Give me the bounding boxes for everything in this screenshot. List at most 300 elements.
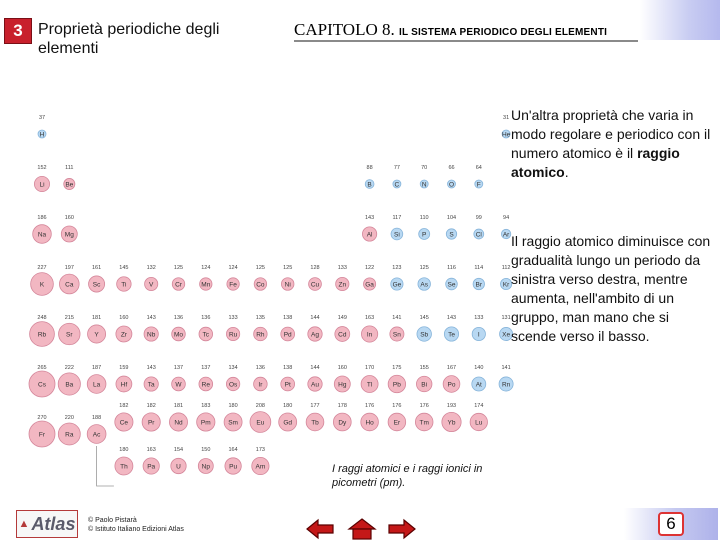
element-symbol: Gd: [283, 419, 293, 427]
element-ce: [115, 403, 133, 431]
element-symbol: Se: [447, 281, 456, 289]
element-symbol: Cr: [175, 281, 182, 289]
element-c: [393, 165, 401, 189]
element-symbol: Ar: [502, 231, 510, 239]
radius-value: 143: [146, 315, 156, 321]
radius-value: 31: [503, 115, 510, 121]
element-v: [145, 265, 158, 291]
element-symbol: Hf: [120, 381, 128, 389]
radius-value: 159: [119, 365, 129, 371]
element-symbol: Co: [256, 281, 265, 289]
credit-author: © Paolo Pistarà: [88, 517, 137, 524]
radius-value: 227: [37, 265, 47, 271]
element-cd: [335, 315, 350, 341]
radius-value: 187: [92, 365, 102, 371]
radius-value: 144: [310, 365, 320, 371]
element-tm: [415, 403, 433, 431]
element-symbol: Sn: [392, 331, 401, 339]
element-sc: [89, 265, 105, 292]
element-symbol: Ba: [65, 381, 74, 389]
element-symbol: U: [176, 463, 181, 471]
element-symbol: Lu: [475, 419, 483, 427]
element-al: [362, 215, 376, 241]
element-symbol: Kr: [502, 281, 510, 289]
element-u: [171, 447, 186, 474]
radius-value: 37: [38, 115, 46, 121]
element-symbol: Br: [475, 281, 483, 289]
radius-value: 135: [255, 315, 265, 321]
next-slide-button[interactable]: [388, 518, 416, 540]
radius-value: 125: [255, 265, 265, 271]
element-symbol: Bi: [421, 381, 428, 389]
radius-value: 112: [501, 265, 511, 271]
radius-value: 143: [446, 315, 457, 321]
element-am: [252, 447, 269, 475]
radius-value: 178: [337, 403, 347, 409]
element-zn: [336, 265, 349, 291]
radius-value: 161: [92, 265, 102, 271]
radius-value: 133: [337, 265, 347, 271]
radius-value: 149: [337, 315, 347, 321]
element-symbol: Ra: [65, 431, 74, 439]
element-symbol: C: [394, 181, 400, 189]
radius-value: 197: [64, 265, 74, 271]
paragraph-atomic-radius-intro: [511, 106, 711, 182]
element-li: [34, 165, 49, 192]
element-p: [419, 215, 430, 240]
radius-value: 136: [201, 315, 211, 321]
radius-value: 124: [201, 265, 211, 271]
element-symbol: Rb: [37, 331, 47, 339]
element-symbol: H: [39, 131, 45, 139]
element-ar: [501, 215, 510, 239]
radius-value: 222: [64, 365, 74, 371]
radius-value: 265: [37, 365, 47, 371]
radius-value: 175: [392, 365, 402, 371]
element-symbol: Cl: [475, 231, 482, 239]
chapter-label: CAPITOLO 8.: [294, 20, 395, 39]
element-symbol: I: [477, 331, 480, 339]
radius-value: 125: [419, 265, 429, 271]
radius-value: 116: [447, 265, 456, 271]
element-si: [391, 215, 403, 240]
radius-value: 141: [501, 365, 511, 371]
radius-value: 188: [92, 415, 102, 421]
radius-value: 180: [228, 403, 238, 409]
element-sm: [224, 403, 242, 431]
element-rh: [254, 315, 268, 341]
element-symbol: V: [149, 281, 154, 289]
radius-value: 182: [119, 403, 129, 409]
radius-value: 138: [283, 365, 293, 371]
element-symbol: Dy: [338, 419, 347, 427]
radius-value: 66: [448, 165, 455, 171]
element-symbol: Si: [394, 231, 400, 239]
radius-value: 110: [419, 215, 429, 221]
radius-value: 220: [64, 415, 74, 421]
radius-value: 186: [37, 215, 47, 221]
element-ho: [361, 403, 379, 431]
radius-value: 163: [146, 447, 156, 453]
element-symbol: Rh: [256, 331, 265, 339]
element-symbol: Zr: [120, 331, 127, 339]
element-symbol: Mn: [201, 281, 211, 289]
element-sr: [59, 315, 81, 345]
element-th: [115, 447, 133, 475]
logo-mark-icon: ▲: [18, 518, 30, 530]
element-symbol: Ho: [365, 419, 374, 427]
logo-text: Atlas: [31, 513, 76, 534]
radius-value: 122: [365, 265, 375, 271]
radius-value: 152: [37, 165, 47, 171]
element-symbol: At: [475, 381, 482, 389]
element-symbol: Ag: [311, 331, 319, 339]
element-symbol: Cd: [338, 331, 347, 339]
element-symbol: Cs: [38, 381, 46, 389]
radius-value: 215: [64, 315, 74, 321]
element-s: [446, 215, 456, 239]
element-bi: [416, 365, 432, 392]
element-symbol: Ru: [228, 331, 238, 339]
element-pa: [143, 447, 159, 474]
radius-value: 160: [337, 365, 347, 371]
element-cs: [29, 365, 55, 397]
element-symbol: Sm: [228, 419, 238, 427]
element-tc: [199, 315, 213, 341]
element-pd: [281, 315, 295, 341]
element-ca: [59, 265, 79, 294]
radius-value: 143: [365, 215, 375, 221]
element-lu: [470, 403, 487, 431]
element-symbol: Pa: [147, 463, 156, 471]
element-symbol: P: [422, 231, 427, 239]
element-po: [443, 365, 460, 392]
element-mn: [200, 265, 212, 290]
element-symbol: Re: [201, 381, 210, 389]
title-divider: [294, 40, 638, 42]
element-ru: [226, 315, 239, 341]
element-symbol: Pb: [392, 381, 401, 389]
element-pu: [225, 447, 241, 474]
figure-caption: I raggi atomici e i raggi ionici in picometri (pm).: [332, 463, 483, 489]
radius-value: 182: [146, 403, 156, 409]
radius-value: 181: [173, 403, 184, 409]
home-icon: [348, 518, 376, 540]
element-eu: [250, 403, 271, 432]
radius-value: 177: [310, 403, 320, 409]
radius-value: 160: [119, 315, 129, 321]
radius-value: 176: [419, 403, 429, 409]
element-symbol: Nd: [174, 419, 183, 427]
element-o: [448, 165, 456, 189]
element-ge: [391, 265, 403, 290]
paragraph1-keyword: raggio atomico: [511, 145, 680, 180]
element-rb: [30, 315, 55, 346]
radius-value: 136: [173, 315, 184, 321]
radius-value: 145: [119, 265, 129, 271]
element-symbol: Tl: [366, 381, 373, 389]
element-dy: [333, 403, 351, 431]
element-symbol: He: [501, 131, 511, 139]
element-fr: [29, 415, 55, 447]
element-symbol: Pr: [147, 419, 155, 427]
radius-value: 125: [173, 265, 184, 271]
element-symbol: Ga: [365, 281, 374, 289]
radius-value: 133: [474, 315, 484, 321]
radius-value: 174: [474, 403, 484, 409]
element-symbol: Sb: [420, 331, 429, 339]
radius-value: 140: [474, 365, 484, 371]
element-co: [254, 265, 267, 290]
element-symbol: Li: [39, 181, 45, 189]
element-symbol: Ge: [392, 281, 402, 289]
element-symbol: Am: [255, 463, 266, 471]
element-be: [64, 165, 75, 190]
element-symbol: Mg: [64, 231, 74, 239]
element-ir: [254, 365, 268, 391]
f-block-connector: [97, 446, 114, 486]
element-symbol: Th: [120, 463, 128, 471]
radius-value: 111: [65, 165, 74, 171]
element-symbol: Y: [94, 331, 99, 339]
radius-value: 270: [37, 415, 47, 421]
element-sb: [417, 315, 432, 341]
radius-value: 143: [146, 365, 156, 371]
radius-value: 125: [283, 265, 293, 271]
element-symbol: Tb: [311, 419, 319, 427]
element-mg: [61, 215, 77, 242]
element-in: [361, 315, 377, 342]
element-tb: [306, 403, 324, 431]
radius-value: 94: [503, 215, 510, 221]
element-symbol: Ac: [92, 431, 101, 439]
element-symbol: Xe: [502, 331, 511, 339]
element-np: [198, 447, 213, 474]
periodic-table-radii-figure: [25, 86, 511, 506]
previous-slide-button[interactable]: [306, 518, 334, 540]
radius-value: 132: [146, 265, 156, 271]
element-symbol: Hg: [338, 381, 347, 389]
radius-value: 134: [228, 365, 238, 371]
radius-value: 183: [201, 403, 211, 409]
element-symbol: Au: [311, 381, 319, 389]
radius-value: 248: [37, 315, 47, 321]
element-symbol: N: [421, 181, 427, 189]
radius-value: 145: [419, 315, 429, 321]
element-h: [38, 115, 46, 139]
element-at: [472, 365, 486, 391]
element-symbol: Yb: [447, 419, 456, 427]
element-symbol: Na: [37, 231, 47, 239]
section-title: Proprietà periodiche degli elementi: [38, 21, 220, 57]
element-symbol: Pu: [229, 463, 238, 471]
radius-value: 208: [255, 403, 265, 409]
radius-value: 88: [366, 165, 373, 171]
element-mo: [172, 315, 186, 341]
element-pb: [388, 365, 406, 393]
element-he: [502, 115, 511, 139]
element-se: [446, 265, 458, 290]
element-hg: [334, 365, 350, 392]
radius-value: 150: [201, 447, 211, 453]
element-ti: [117, 265, 131, 291]
element-ra: [58, 415, 80, 445]
element-fe: [227, 265, 239, 290]
chapter-heading: [294, 20, 607, 40]
element-symbol: Np: [201, 463, 210, 471]
element-symbol: Tm: [419, 419, 429, 427]
page-number-box: [624, 508, 718, 540]
element-ac: [87, 415, 106, 443]
element-ta: [144, 365, 158, 391]
element-au: [308, 365, 322, 391]
publisher-logo: [16, 510, 78, 538]
element-symbol: Ta: [147, 381, 155, 389]
element-symbol: Ca: [65, 281, 74, 289]
element-symbol: O: [448, 181, 455, 189]
chapter-subtitle: IL SISTEMA PERIODICO DEGLI ELEMENTI: [399, 27, 608, 38]
element-n: [420, 165, 428, 189]
element-b: [365, 165, 374, 189]
radius-value: 160: [64, 215, 74, 221]
element-symbol: Ir: [258, 381, 263, 389]
element-w: [172, 365, 186, 391]
element-nd: [169, 403, 187, 431]
element-rn: [499, 365, 513, 391]
element-symbol: Eu: [256, 419, 265, 427]
element-symbol: Fr: [38, 431, 46, 439]
element-ag: [308, 315, 322, 341]
radius-value: 164: [228, 447, 238, 453]
element-symbol: Zn: [338, 281, 347, 289]
element-symbol: As: [420, 281, 428, 289]
element-k: [31, 265, 54, 295]
element-symbol: Er: [393, 419, 401, 427]
radius-value: 155: [419, 365, 429, 371]
element-symbol: S: [449, 231, 454, 239]
credits: [88, 516, 184, 534]
radius-value: 70: [421, 165, 428, 171]
radius-value: 104: [446, 215, 457, 221]
element-f: [475, 165, 483, 189]
element-symbol: Al: [366, 231, 373, 239]
radius-value: 141: [392, 315, 402, 321]
radius-value: 114: [474, 265, 484, 271]
element-symbol: Be: [65, 181, 74, 189]
paragraph1-end: .: [564, 164, 569, 180]
element-os: [226, 365, 239, 391]
radius-value: 64: [475, 165, 482, 171]
element-symbol: K: [39, 281, 45, 289]
element-symbol: Pt: [284, 381, 291, 389]
element-symbol: Mo: [173, 331, 184, 339]
radius-value: 117: [392, 215, 402, 221]
element-symbol: Pm: [200, 419, 211, 427]
radius-value: 136: [255, 365, 265, 371]
element-i: [472, 315, 485, 341]
element-symbol: La: [92, 381, 101, 389]
radius-value: 176: [365, 403, 375, 409]
radius-value: 133: [228, 315, 238, 321]
element-pm: [197, 403, 215, 431]
element-re: [199, 365, 213, 391]
element-ni: [281, 265, 294, 290]
radius-value: 181: [92, 315, 102, 321]
element-cl: [474, 215, 484, 239]
radius-value: 131: [501, 315, 511, 321]
element-symbol: Po: [447, 381, 456, 389]
radius-value: 180: [119, 447, 129, 453]
element-y: [88, 315, 106, 343]
radius-value: 137: [173, 365, 184, 371]
corner-decoration: [640, 0, 720, 40]
element-gd: [279, 403, 297, 431]
element-symbol: Rn: [501, 381, 511, 389]
element-symbol: Pd: [283, 331, 292, 339]
element-zr: [116, 315, 132, 342]
element-te: [444, 315, 458, 341]
element-ba: [58, 365, 80, 395]
radius-value: 193: [446, 403, 457, 409]
page-number: 6: [658, 512, 683, 536]
left-arrow-icon: [306, 519, 334, 539]
radius-value: 167: [446, 365, 457, 371]
radius-value: 144: [310, 315, 320, 321]
element-symbol: Fe: [229, 281, 237, 289]
paragraph-atomic-radius-trend: Il raggio atomico diminuisce con gradualità lungo un periodo da sinistra verso destra, mentre aumenta, nell'ambito di un gruppo, man mano che si scende verso il basso.: [511, 233, 711, 344]
radius-value: 123: [392, 265, 402, 271]
element-symbol: Cu: [310, 281, 320, 289]
element-symbol: Ce: [119, 419, 129, 427]
element-nb: [144, 315, 158, 341]
radius-value: 99: [475, 215, 482, 221]
element-na: [33, 215, 52, 243]
slide-number-badge: 3: [4, 18, 32, 44]
radius-value: 124: [228, 265, 238, 271]
element-sn: [390, 315, 404, 341]
element-symbol: Ni: [284, 281, 291, 289]
element-symbol: F: [476, 181, 481, 189]
element-yb: [442, 403, 461, 432]
paragraph1-text: Un'altra proprietà che varia in modo regolare e periodico con il numero atomico è il: [511, 107, 711, 161]
radius-value: 176: [392, 403, 402, 409]
element-er: [388, 403, 406, 431]
radius-value: 170: [365, 365, 375, 371]
element-symbol: Tc: [202, 331, 210, 339]
radius-value: 180: [283, 403, 293, 409]
element-symbol: Os: [228, 381, 238, 389]
home-button[interactable]: [348, 518, 376, 540]
element-symbol: In: [366, 331, 373, 339]
element-hf: [116, 365, 132, 392]
radius-value: 163: [365, 315, 375, 321]
element-symbol: W: [175, 381, 182, 389]
credit-publisher: © Istituto Italiano Edizioni Atlas: [88, 526, 184, 533]
element-br: [473, 265, 484, 290]
radius-value: 137: [201, 365, 211, 371]
radius-value: 154: [173, 447, 184, 453]
radius-value: 128: [310, 265, 320, 271]
radius-value: 138: [283, 315, 293, 321]
element-symbol: Nb: [147, 331, 156, 339]
element-symbol: Te: [448, 331, 455, 339]
element-ga: [364, 265, 376, 290]
element-cr: [172, 265, 185, 290]
element-symbol: Sr: [66, 331, 73, 339]
element-tl: [361, 365, 378, 393]
radius-value: 173: [255, 447, 265, 453]
element-cu: [309, 265, 322, 290]
